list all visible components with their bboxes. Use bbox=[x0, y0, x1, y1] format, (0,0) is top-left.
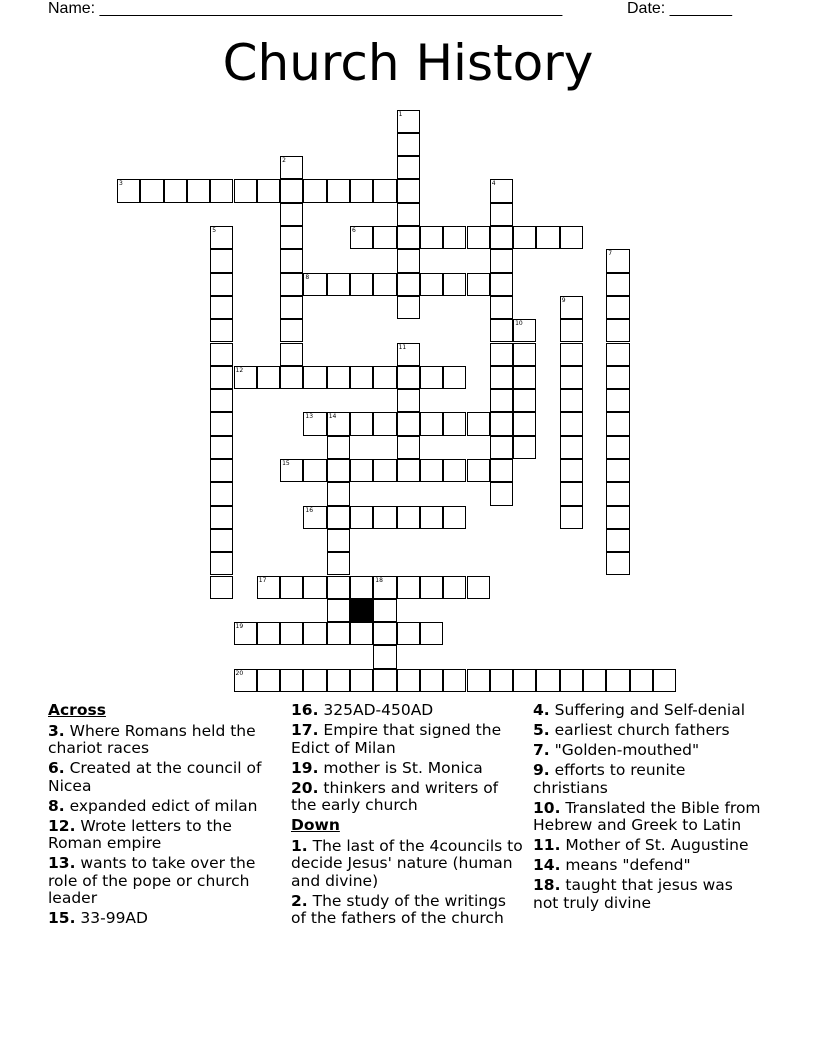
grid-cell[interactable] bbox=[257, 622, 280, 645]
grid-cell[interactable] bbox=[350, 669, 373, 692]
clue-number: 3 bbox=[119, 180, 123, 188]
clue-item-number: 4. bbox=[533, 701, 550, 719]
clue-item bbox=[291, 780, 523, 815]
grid-cell[interactable] bbox=[373, 412, 396, 435]
grid-cell[interactable] bbox=[280, 366, 303, 389]
grid-cell[interactable] bbox=[443, 506, 466, 529]
clue-number: 15 bbox=[282, 460, 290, 467]
clue-item bbox=[48, 818, 270, 853]
grid-cell[interactable] bbox=[327, 669, 350, 692]
grid-cell[interactable] bbox=[280, 226, 303, 249]
grid-cell[interactable] bbox=[467, 576, 490, 599]
grid-cell[interactable] bbox=[560, 389, 583, 412]
grid-cell[interactable] bbox=[420, 459, 443, 482]
clue-number: 2 bbox=[282, 157, 286, 165]
grid-cell[interactable] bbox=[490, 296, 513, 319]
clue-item bbox=[533, 722, 763, 740]
clue-item-number: 20. bbox=[291, 778, 319, 797]
grid-cell[interactable] bbox=[397, 366, 420, 389]
clue-item-number: 13. bbox=[48, 854, 76, 872]
grid-cell[interactable] bbox=[513, 366, 536, 389]
grid-cell[interactable] bbox=[606, 366, 629, 389]
clue-item-text: Where Romans held the chariot races bbox=[48, 721, 256, 757]
grid-cell[interactable] bbox=[373, 669, 396, 692]
grid-cell[interactable] bbox=[280, 669, 303, 692]
grid-cell[interactable] bbox=[327, 179, 350, 202]
grid-cell[interactable] bbox=[467, 459, 490, 482]
clue-number: 12 bbox=[235, 366, 244, 374]
grid-cell[interactable] bbox=[560, 319, 583, 342]
grid-cell[interactable] bbox=[303, 622, 326, 645]
clue-item bbox=[533, 762, 763, 797]
grid-cell[interactable] bbox=[513, 412, 536, 435]
grid-cell[interactable] bbox=[397, 506, 420, 529]
grid-cell[interactable] bbox=[280, 622, 303, 645]
clue-item bbox=[533, 800, 763, 835]
grid-cell[interactable] bbox=[397, 669, 420, 692]
clue-number: 19 bbox=[235, 623, 244, 631]
grid-cell[interactable] bbox=[303, 273, 326, 296]
grid-cell[interactable] bbox=[560, 436, 583, 459]
grid-cell[interactable] bbox=[560, 459, 583, 482]
clue-item-number: 19. bbox=[291, 758, 319, 777]
grid-cell[interactable] bbox=[140, 179, 163, 202]
clue-item-number: 9. bbox=[533, 761, 550, 779]
grid-cell[interactable] bbox=[210, 436, 233, 459]
grid-cell[interactable] bbox=[210, 506, 233, 529]
grid-cell[interactable] bbox=[257, 366, 280, 389]
clue-item-text: Created at the council of Nicea bbox=[48, 759, 262, 795]
grid-cell[interactable] bbox=[490, 366, 513, 389]
clue-item-text: thinkers and writers of the early church bbox=[291, 778, 499, 814]
grid-cell[interactable] bbox=[303, 506, 326, 529]
clue-item bbox=[533, 702, 763, 720]
clue-item-number: 5. bbox=[533, 721, 550, 739]
grid-cell[interactable] bbox=[443, 226, 466, 249]
grid-cell[interactable] bbox=[210, 552, 233, 575]
clue-number: 9 bbox=[561, 296, 566, 304]
grid-cell[interactable] bbox=[350, 576, 373, 599]
clue-item bbox=[48, 760, 270, 795]
clue-item-number: 18. bbox=[533, 876, 561, 894]
grid-cell[interactable] bbox=[490, 226, 513, 249]
clue-item-number: 14. bbox=[533, 856, 561, 874]
clue-item bbox=[533, 857, 763, 875]
grid-cell[interactable] bbox=[420, 273, 443, 296]
grid-cell[interactable] bbox=[513, 343, 536, 366]
clues-column-3 bbox=[533, 702, 763, 915]
grid-cell[interactable] bbox=[606, 343, 629, 366]
clue-item-number: 2. bbox=[291, 891, 308, 910]
grid-cell[interactable] bbox=[513, 226, 536, 249]
grid-cell[interactable] bbox=[210, 296, 233, 319]
clues-column-1 bbox=[48, 702, 270, 930]
grid-cell[interactable] bbox=[443, 576, 466, 599]
clue-item-text: "Golden-mouthed" bbox=[549, 741, 700, 759]
clue-item-text: taught that jesus was not truly divine bbox=[533, 876, 733, 912]
clue-item-text: means "defend" bbox=[560, 856, 691, 874]
clue-item-text: 33-99AD bbox=[75, 909, 148, 927]
grid-cell[interactable] bbox=[117, 179, 140, 202]
grid-cell[interactable] bbox=[187, 179, 210, 202]
grid-cell[interactable] bbox=[327, 459, 350, 482]
clue-item-text: The study of the writings of the fathers of the church bbox=[291, 891, 506, 927]
grid-cell[interactable] bbox=[606, 669, 629, 692]
grid-cell[interactable] bbox=[490, 249, 513, 272]
grid-cell[interactable] bbox=[397, 156, 420, 179]
grid-cell[interactable] bbox=[210, 319, 233, 342]
across-clue-list-continued bbox=[291, 702, 523, 815]
grid-cell[interactable] bbox=[164, 179, 187, 202]
clue-item-text: efforts to reunite christians bbox=[533, 761, 686, 797]
grid-cell[interactable] bbox=[467, 273, 490, 296]
grid-cell[interactable] bbox=[327, 622, 350, 645]
grid-cell[interactable] bbox=[280, 179, 303, 202]
grid-cell[interactable] bbox=[490, 389, 513, 412]
grid-cell[interactable] bbox=[536, 669, 559, 692]
grid-cell[interactable] bbox=[420, 576, 443, 599]
clue-item bbox=[533, 837, 763, 855]
grid-cell[interactable] bbox=[490, 179, 513, 202]
grid-cell[interactable] bbox=[327, 366, 350, 389]
grid-cell[interactable] bbox=[560, 669, 583, 692]
grid-cell[interactable] bbox=[327, 552, 350, 575]
grid-cell[interactable] bbox=[397, 226, 420, 249]
grid-cell[interactable] bbox=[327, 529, 350, 552]
clue-item-text: expanded edict of milan bbox=[64, 796, 258, 815]
grid-cell[interactable] bbox=[303, 412, 326, 435]
grid-cell[interactable] bbox=[606, 249, 629, 272]
grid-cell[interactable] bbox=[327, 599, 350, 622]
grid-cell[interactable] bbox=[280, 273, 303, 296]
clue-number: 4 bbox=[491, 180, 496, 188]
grid-cell[interactable] bbox=[327, 576, 350, 599]
grid-cell[interactable] bbox=[420, 412, 443, 435]
grid-cell[interactable] bbox=[420, 669, 443, 692]
grid-cell[interactable] bbox=[397, 296, 420, 319]
date-field-label: Date: _______ bbox=[627, 0, 732, 17]
grid-cell[interactable] bbox=[234, 669, 257, 692]
clue-number: 13 bbox=[305, 413, 314, 421]
grid-cell[interactable] bbox=[280, 343, 303, 366]
clue-number: 20 bbox=[235, 669, 244, 677]
grid-cell[interactable] bbox=[443, 669, 466, 692]
grid-cell[interactable] bbox=[606, 482, 629, 505]
grid-cell[interactable] bbox=[443, 459, 466, 482]
grid-cell[interactable] bbox=[467, 412, 490, 435]
grid-cell[interactable] bbox=[210, 412, 233, 435]
clue-item-number: 3. bbox=[48, 721, 65, 740]
clue-item bbox=[48, 910, 270, 928]
grid-cell[interactable] bbox=[373, 506, 396, 529]
clue-item-text: Mother of St. Augustine bbox=[560, 836, 749, 854]
grid-cell[interactable] bbox=[606, 319, 629, 342]
grid-cell[interactable] bbox=[560, 226, 583, 249]
grid-cell[interactable] bbox=[210, 249, 233, 272]
grid-cell[interactable] bbox=[280, 459, 303, 482]
grid-cell[interactable] bbox=[606, 529, 629, 552]
clue-item-number: 1. bbox=[291, 836, 308, 855]
clue-item-text: earliest church fathers bbox=[549, 721, 730, 739]
grid-cell[interactable] bbox=[420, 226, 443, 249]
clue-item-number: 8. bbox=[48, 796, 65, 815]
clue-number: 16 bbox=[305, 506, 314, 514]
grid-cell[interactable] bbox=[420, 506, 443, 529]
grid-cell[interactable] bbox=[373, 622, 396, 645]
grid-cell[interactable] bbox=[397, 273, 420, 296]
down-clue-list bbox=[291, 838, 523, 928]
grid-cell[interactable] bbox=[490, 669, 513, 692]
grid-cell[interactable] bbox=[606, 389, 629, 412]
grid-cell[interactable] bbox=[397, 412, 420, 435]
grid-cell[interactable] bbox=[560, 343, 583, 366]
across-heading: Across bbox=[48, 701, 106, 719]
grid-cell[interactable] bbox=[397, 436, 420, 459]
clue-item-number: 12. bbox=[48, 816, 76, 835]
grid-cell[interactable] bbox=[210, 366, 233, 389]
grid-cell[interactable] bbox=[513, 436, 536, 459]
name-field-label: Name: ____________________________________________________ bbox=[48, 0, 563, 17]
grid-cell[interactable] bbox=[350, 622, 373, 645]
grid-cell[interactable] bbox=[303, 459, 326, 482]
clue-number: 6 bbox=[352, 227, 356, 234]
grid-cell[interactable] bbox=[420, 366, 443, 389]
grid-cell[interactable] bbox=[280, 576, 303, 599]
grid-cell[interactable] bbox=[210, 529, 233, 552]
grid-cell[interactable] bbox=[303, 366, 326, 389]
grid-cell[interactable] bbox=[560, 506, 583, 529]
clue-item-number: 16. bbox=[291, 701, 319, 719]
grid-cell[interactable] bbox=[210, 576, 233, 599]
clue-item bbox=[48, 798, 270, 816]
grid-cell[interactable] bbox=[234, 622, 257, 645]
grid-cell[interactable] bbox=[257, 576, 280, 599]
clue-item bbox=[291, 760, 523, 778]
clue-item-text: Wrote letters to the Roman empire bbox=[48, 816, 232, 852]
grid-cell[interactable] bbox=[606, 506, 629, 529]
clue-item-number: 15. bbox=[48, 909, 76, 927]
clue-item-number: 17. bbox=[291, 721, 319, 739]
clue-item-text: 325AD-450AD bbox=[318, 701, 434, 719]
across-clue-list bbox=[48, 723, 270, 928]
grid-cell[interactable] bbox=[303, 179, 326, 202]
clue-item-number: 6. bbox=[48, 759, 65, 777]
grid-cell[interactable] bbox=[210, 273, 233, 296]
grid-cell[interactable] bbox=[513, 669, 536, 692]
grid-cell[interactable] bbox=[373, 599, 396, 622]
grid-cell[interactable] bbox=[280, 156, 303, 179]
grid-cell[interactable] bbox=[560, 482, 583, 505]
grid-cell[interactable] bbox=[397, 459, 420, 482]
grid-cell[interactable] bbox=[303, 576, 326, 599]
grid-cell[interactable] bbox=[280, 249, 303, 272]
grid-cell[interactable] bbox=[280, 296, 303, 319]
grid-cell[interactable] bbox=[350, 179, 373, 202]
grid-cell[interactable] bbox=[490, 343, 513, 366]
grid-cell[interactable] bbox=[327, 482, 350, 505]
grid-cell[interactable] bbox=[373, 645, 396, 668]
grid-cell[interactable] bbox=[210, 459, 233, 482]
grid-cell[interactable] bbox=[350, 226, 373, 249]
clue-item-number: 7. bbox=[533, 741, 550, 759]
clue-item bbox=[291, 702, 523, 720]
grid-cell[interactable] bbox=[350, 459, 373, 482]
clue-item-text: Empire that signed the Edict of Milan bbox=[291, 721, 502, 757]
grid-cell[interactable] bbox=[606, 552, 629, 575]
clue-number: 7 bbox=[608, 250, 613, 258]
grid-cell[interactable] bbox=[536, 226, 559, 249]
clue-number: 14 bbox=[328, 413, 337, 421]
clue-number: 18 bbox=[375, 576, 383, 584]
grid-cell[interactable] bbox=[397, 343, 420, 366]
grid-cell[interactable] bbox=[373, 273, 396, 296]
clue-item-text: wants to take over the role of the pope or church leader bbox=[48, 854, 256, 907]
clue-item-number: 10. bbox=[533, 798, 561, 817]
grid-cell[interactable] bbox=[606, 412, 629, 435]
grid-cell[interactable] bbox=[490, 273, 513, 296]
grid-cell[interactable] bbox=[373, 459, 396, 482]
grid-cell[interactable] bbox=[397, 203, 420, 226]
grid-cell[interactable] bbox=[210, 179, 233, 202]
grid-cell[interactable] bbox=[490, 412, 513, 435]
clue-number: 8 bbox=[305, 273, 310, 281]
clue-item bbox=[533, 877, 763, 912]
grid-cell[interactable] bbox=[653, 669, 676, 692]
grid-cell[interactable] bbox=[513, 319, 536, 342]
grid-cell[interactable] bbox=[420, 622, 443, 645]
clue-number: 17 bbox=[258, 576, 267, 584]
grid-cell[interactable] bbox=[397, 576, 420, 599]
grid-cell[interactable] bbox=[490, 459, 513, 482]
grid-cell[interactable] bbox=[560, 412, 583, 435]
grid-cell[interactable] bbox=[303, 669, 326, 692]
grid-cell[interactable] bbox=[327, 412, 350, 435]
clue-number: 5 bbox=[212, 227, 217, 234]
grid-cell[interactable] bbox=[443, 273, 466, 296]
clue-number: 11 bbox=[398, 343, 407, 351]
grid-cell[interactable] bbox=[327, 273, 350, 296]
grid-cell[interactable] bbox=[443, 366, 466, 389]
grid-cell[interactable] bbox=[327, 506, 350, 529]
grid-cell[interactable] bbox=[443, 412, 466, 435]
grid-cell[interactable] bbox=[560, 366, 583, 389]
clue-item bbox=[291, 838, 523, 891]
grid-cell[interactable] bbox=[350, 506, 373, 529]
grid-cell[interactable] bbox=[467, 226, 490, 249]
clue-item-text: The last of the 4councils to decide Jesus' nature (human and divine) bbox=[291, 836, 523, 890]
grid-cell[interactable] bbox=[280, 203, 303, 226]
clue-item-text: Suffering and Self-denial bbox=[549, 701, 746, 719]
grid-cell[interactable] bbox=[257, 669, 280, 692]
grid-cell[interactable] bbox=[234, 366, 257, 389]
clue-item-text: Translated the Bible from Hebrew and Greek to Latin bbox=[533, 798, 761, 834]
grid-cell[interactable] bbox=[373, 179, 396, 202]
clue-item bbox=[291, 893, 523, 928]
grid-black-square bbox=[350, 599, 373, 622]
down-clue-list-continued bbox=[533, 702, 763, 912]
grid-cell[interactable] bbox=[350, 273, 373, 296]
grid-cell[interactable] bbox=[397, 249, 420, 272]
grid-cell[interactable] bbox=[350, 366, 373, 389]
grid-cell[interactable] bbox=[280, 319, 303, 342]
grid-cell[interactable] bbox=[397, 133, 420, 156]
clue-number: 10 bbox=[515, 320, 523, 328]
grid-cell[interactable] bbox=[397, 110, 420, 133]
grid-cell[interactable] bbox=[210, 389, 233, 412]
grid-cell[interactable] bbox=[210, 226, 233, 249]
clues-column-2 bbox=[291, 702, 523, 930]
grid-cell[interactable] bbox=[397, 389, 420, 412]
grid-cell[interactable] bbox=[467, 669, 490, 692]
grid-cell[interactable] bbox=[327, 436, 350, 459]
page-title: Church History bbox=[222, 34, 594, 92]
grid-cell[interactable] bbox=[397, 179, 420, 202]
grid-cell[interactable] bbox=[490, 436, 513, 459]
down-heading: Down bbox=[291, 816, 340, 834]
grid-cell[interactable] bbox=[513, 389, 536, 412]
grid-cell[interactable] bbox=[560, 296, 583, 319]
grid-cell[interactable] bbox=[210, 482, 233, 505]
grid-cell[interactable] bbox=[606, 459, 629, 482]
clue-item bbox=[533, 742, 763, 760]
grid-cell[interactable] bbox=[630, 669, 653, 692]
clue-item bbox=[48, 723, 270, 758]
grid-cell[interactable] bbox=[350, 412, 373, 435]
grid-cell[interactable] bbox=[490, 203, 513, 226]
clue-item bbox=[291, 722, 523, 757]
grid-cell[interactable] bbox=[257, 179, 280, 202]
grid-cell[interactable] bbox=[606, 296, 629, 319]
grid-cell[interactable] bbox=[373, 366, 396, 389]
grid-cell[interactable] bbox=[583, 669, 606, 692]
grid-cell[interactable] bbox=[490, 319, 513, 342]
grid-cell[interactable] bbox=[606, 436, 629, 459]
clue-item-number: 11. bbox=[533, 836, 561, 854]
grid-cell[interactable] bbox=[210, 343, 233, 366]
grid-cell[interactable] bbox=[397, 622, 420, 645]
grid-cell[interactable] bbox=[234, 179, 257, 202]
clue-number: 1 bbox=[398, 110, 403, 118]
grid-cell[interactable] bbox=[606, 273, 629, 296]
grid-cell[interactable] bbox=[373, 226, 396, 249]
grid-cell[interactable] bbox=[373, 576, 396, 599]
clue-item-text: mother is St. Monica bbox=[318, 758, 483, 777]
grid-cell[interactable] bbox=[490, 482, 513, 505]
clue-item bbox=[48, 855, 270, 908]
